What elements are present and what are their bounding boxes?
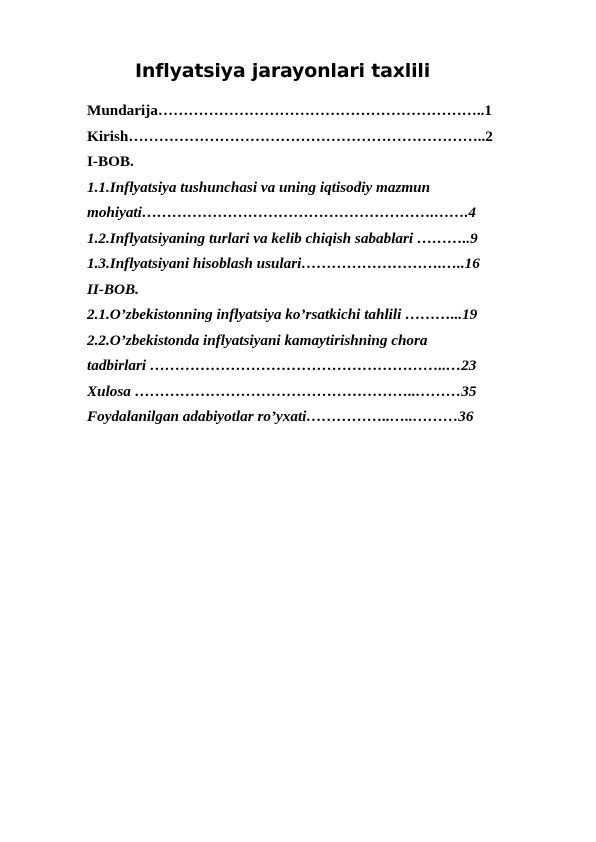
toc-entry-xulosa: Xulosa ………………………………………………..………35 — [87, 382, 477, 400]
toc-entry-1-3: 1.3.Inflyatsiyani hisoblash usulari……………………….…..16 — [87, 255, 480, 272]
toc-entry-2-2-continued: tadbirlari …………………………………………………..…23 — [87, 357, 477, 374]
toc-entry-2-1: 2.1.O’zbekistonning inflyatsiya ko’rsatkichi tahlili ………...19 — [87, 306, 478, 323]
toc-entry-2-2: 2.2.O’zbekistonda inflyatsiyani kamaytirishning chora — [87, 331, 428, 349]
toc-entry-1-1-continued: mohiyati………………………………………………….…….4 — [87, 204, 476, 221]
document-title: Inflyatsiya jarayonlari taxlili — [135, 60, 431, 82]
toc-heading-chapter-2: II-BOB. — [87, 280, 139, 298]
toc-entry-1-2: 1.2.Inflyatsiyaning turlari va kelib chiqish sabablari ………..9 — [87, 229, 478, 247]
toc-heading-chapter-1: I-BOB. — [87, 153, 134, 170]
toc-entry-kirish: Kirish……………………………………………………………..2 — [87, 127, 493, 145]
table-of-contents — [87, 98, 557, 430]
toc-entry-bibliography: Foydalanilgan adabiyotlar ro’yxati……………..…..………36 — [87, 408, 474, 425]
toc-entry-mundarija: Mundarija………………………………………………………..1 — [87, 102, 493, 119]
toc-entry-1-1: 1.1.Inflyatsiya tushunchasi va uning iqtisodiy mazmun — [87, 178, 431, 196]
